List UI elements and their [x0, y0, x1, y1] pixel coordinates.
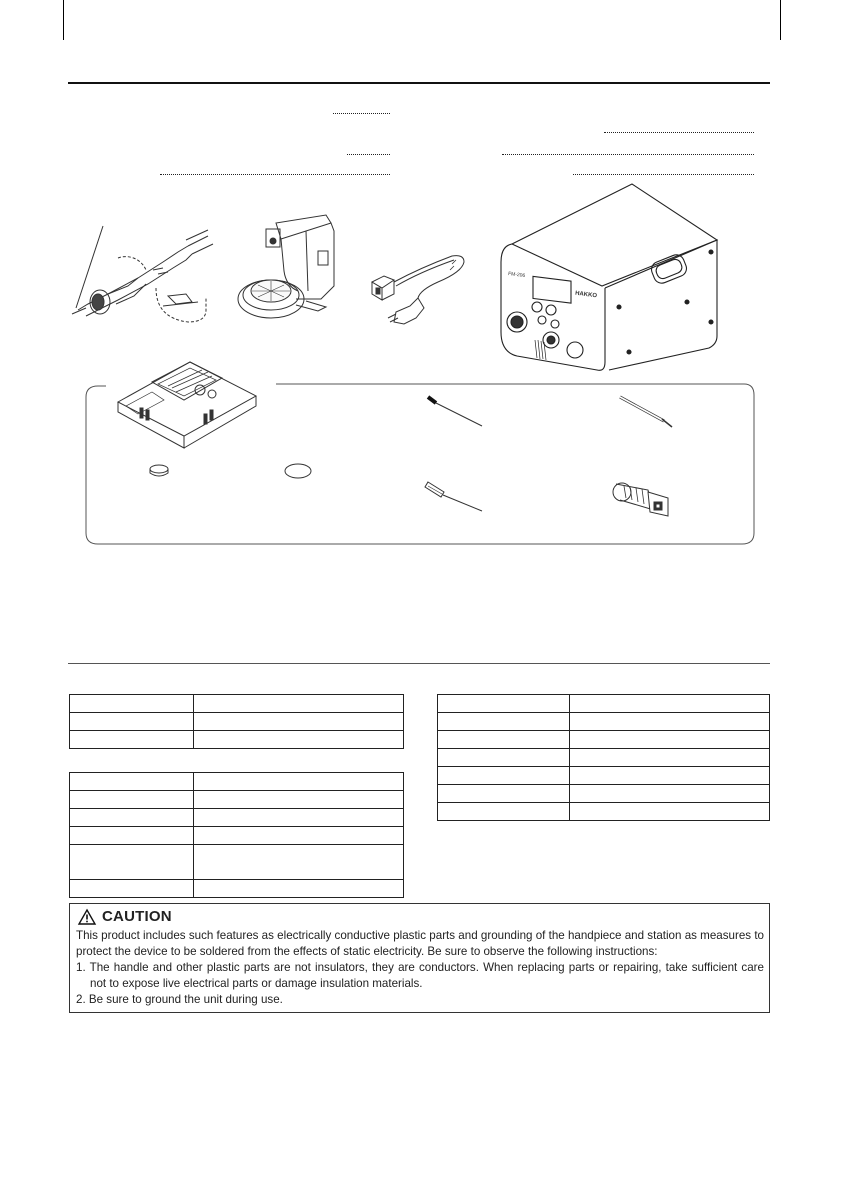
caution-item-1: 1. The handle and other plastic parts are not insulators, they are conductors. When replacing parts or repairing, take sufficient care not to expose live electrical parts or damage insulation materials.: [76, 961, 764, 990]
caution-title: CAUTION: [102, 908, 172, 925]
screwdriver-illustration: [424, 476, 484, 512]
caution-intro: This product includes such features as electrically conductive plastic parts and grounding of the handpiece and station as measures to protect the device to be soldered from the effects of static electricity. Be sure to observe the following instructions:: [76, 929, 764, 958]
station-brand-label: HAKKO: [574, 290, 598, 300]
leader-line: [573, 174, 754, 175]
station-unit-illustration: [497, 182, 722, 374]
leader-line: [347, 154, 390, 155]
crop-mark-left: [63, 0, 64, 40]
caution-box: [69, 903, 770, 1013]
cleaning-pin-illustration: [424, 393, 484, 428]
spec-table-3: [437, 694, 770, 821]
leader-line: [604, 132, 754, 133]
leader-line: [160, 174, 390, 175]
station-model-label: FM-206: [507, 270, 526, 280]
section-rule-middle: [68, 663, 770, 664]
leader-line: [502, 154, 754, 155]
leader-line: [333, 113, 390, 114]
power-cord-illustration: [360, 252, 475, 332]
carry-case-illustration: [112, 360, 262, 452]
crop-mark-right: [780, 0, 781, 40]
caution-heading: [78, 908, 172, 925]
heater-filter-illustration: [610, 478, 674, 524]
section-rule-top: [68, 82, 770, 84]
warning-triangle-icon: [78, 909, 96, 925]
nozzle-tool-illustration: [616, 393, 676, 429]
spec-table-1: [69, 694, 404, 749]
caution-item-2: 2. Be sure to ground the unit during use.: [76, 993, 283, 1006]
washer-illustration: [283, 462, 313, 480]
holder-stand-illustration: [236, 211, 336, 326]
handpiece-illustration: [68, 218, 218, 328]
small-disc-illustration: [148, 463, 170, 479]
caution-body: [76, 928, 764, 1008]
spec-table-2: [69, 772, 404, 898]
